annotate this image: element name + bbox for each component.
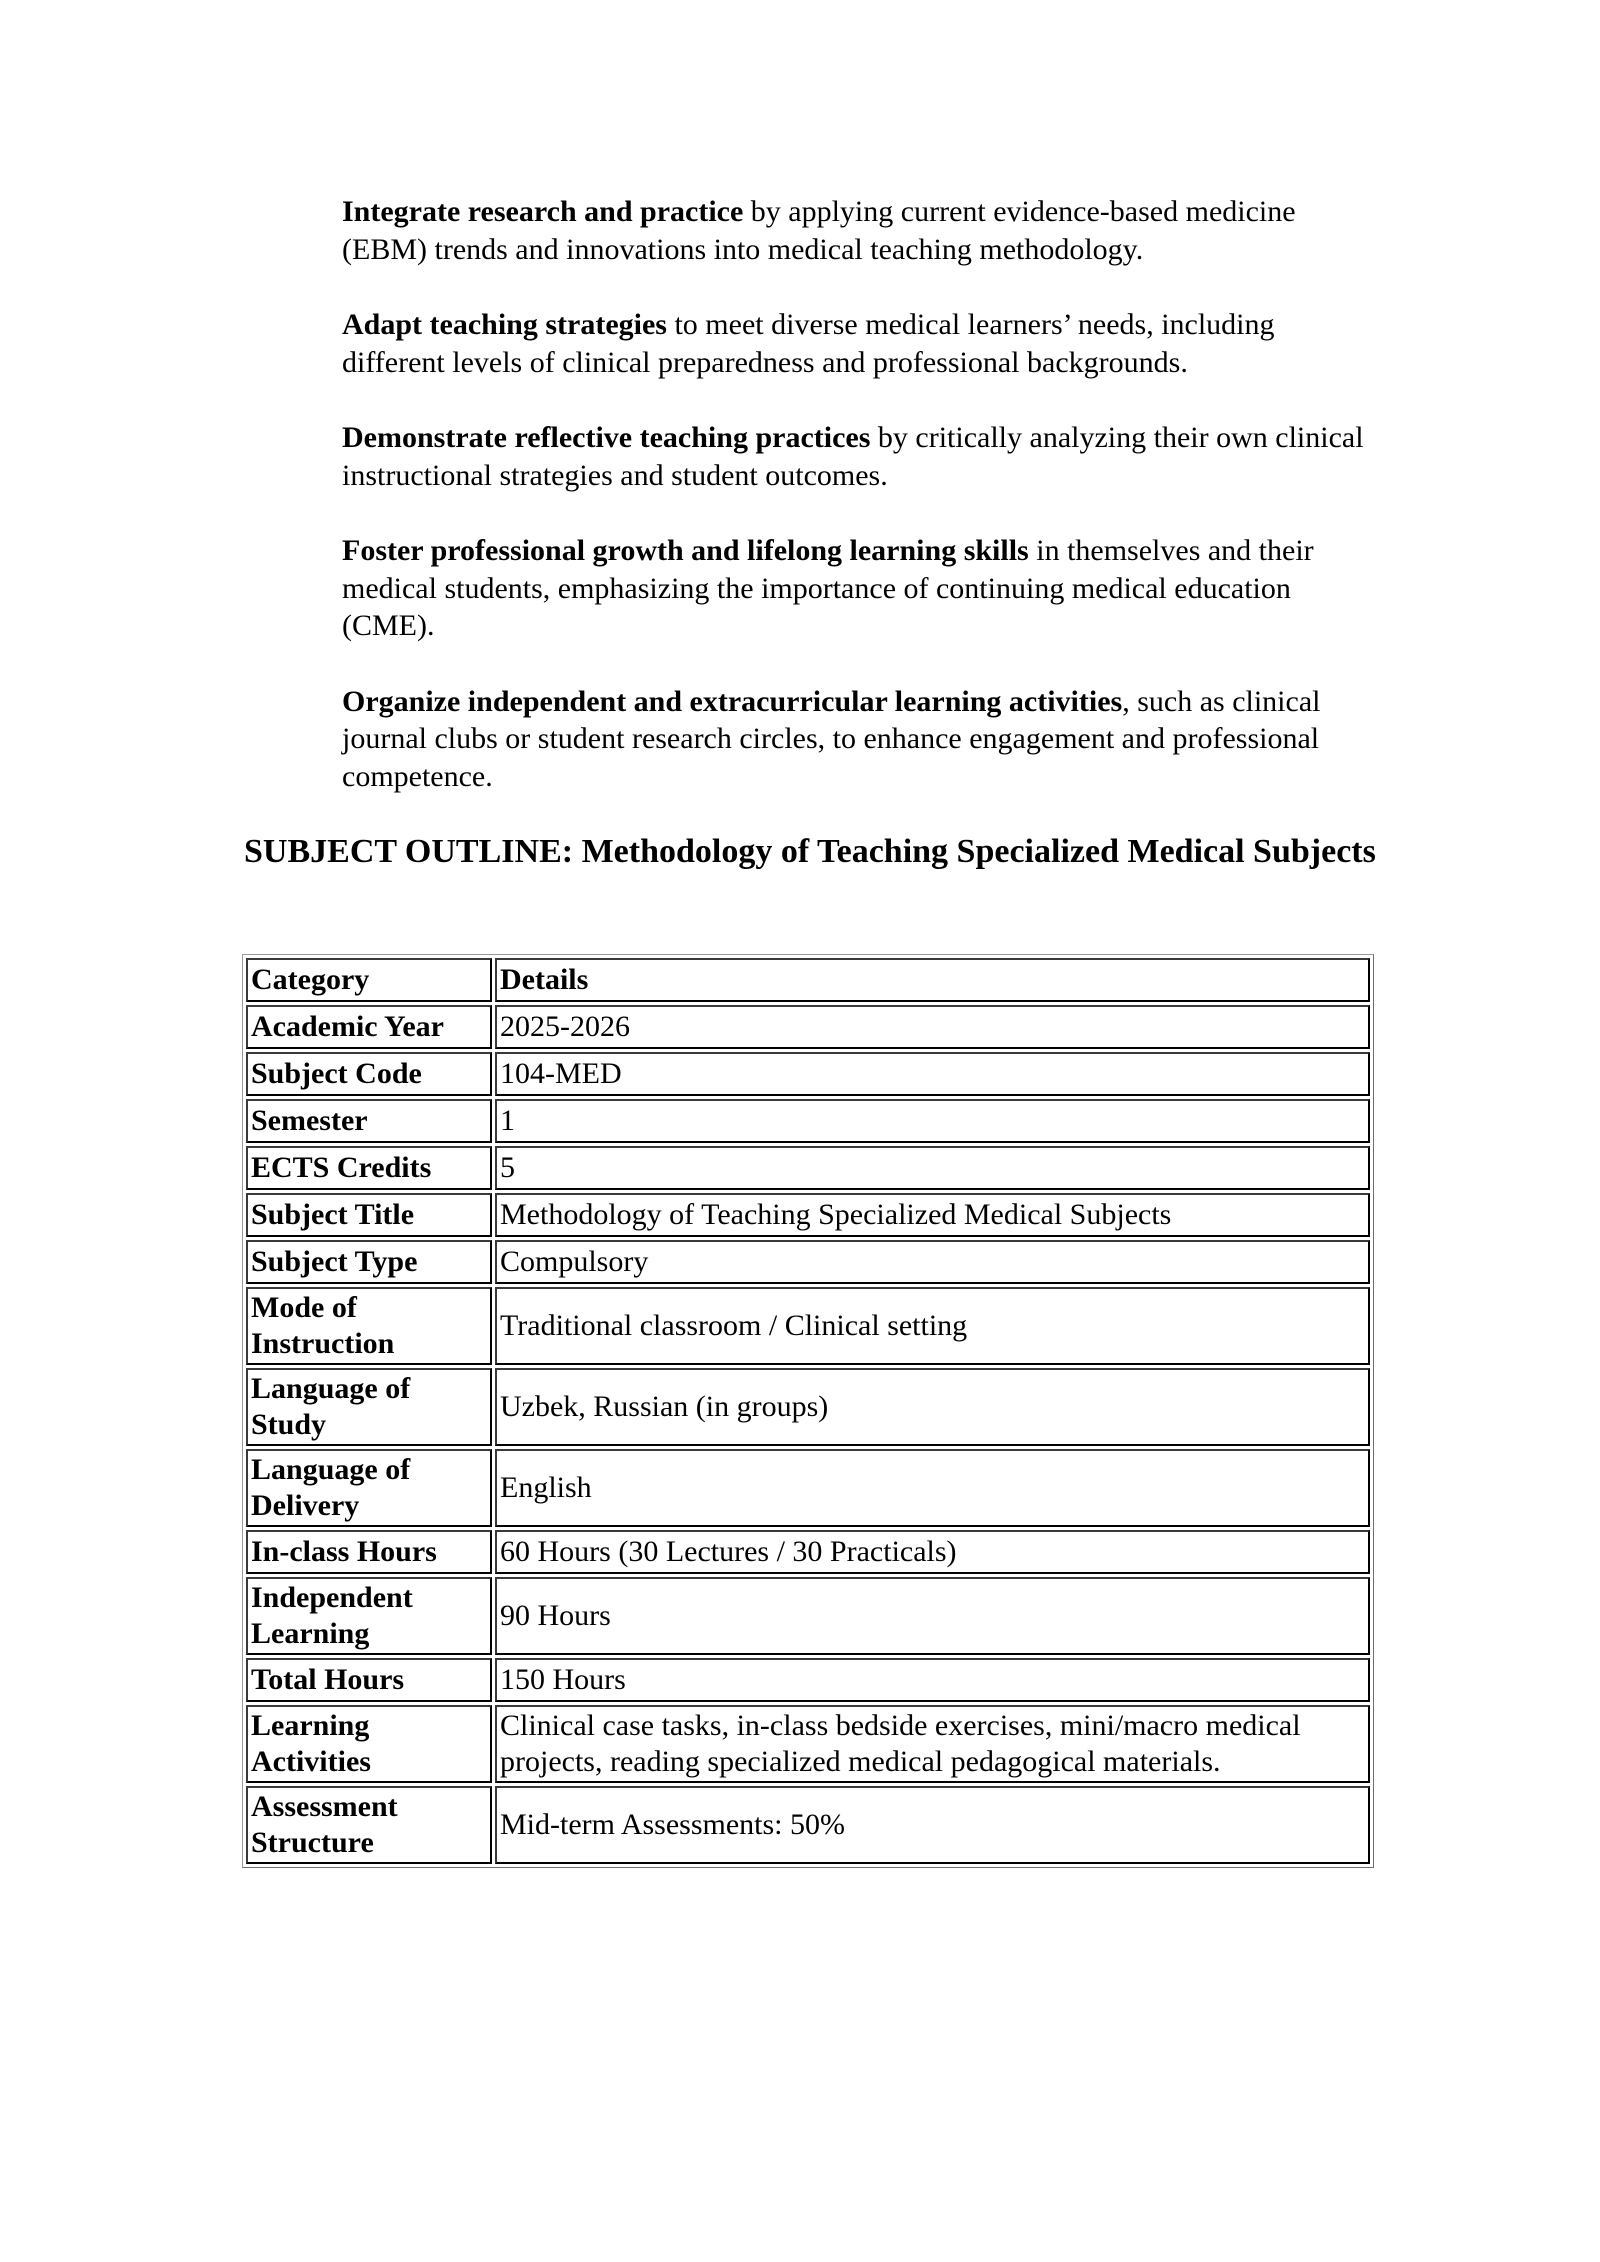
row-category: Language of Delivery [246,1449,492,1527]
table-row [246,1530,1370,1574]
outcome-item [342,419,1382,494]
outcome-lead: Integrate research and practice [342,195,744,228]
outcome-item [342,532,1382,645]
header-details: Details [495,958,1370,1002]
outcome-text: to meet diverse medical learners’ needs, including different levels of clinical preparedness and professional backgrounds. [342,308,1275,379]
outcome-text: by critically analyzing their own clinical instructional strategies and student outcomes. [342,421,1364,492]
row-category: Subject Type [246,1240,492,1284]
subject-outline-heading: SUBJECT OUTLINE: Methodology of Teaching Specialized Medical Subjects [244,833,1376,870]
subject-outline-table-wrapper [242,954,1374,1868]
row-category: Independent Learning [246,1577,492,1655]
table-row [246,1240,1370,1284]
outcome-text: in themselves and their medical students, emphasizing the importance of continuing medical education (CME). [342,534,1314,642]
table-row [246,1052,1370,1096]
table-row [246,1099,1370,1143]
row-category: Semester [246,1099,492,1143]
row-details: 150 Hours [495,1658,1370,1702]
table-row [246,1368,1370,1446]
row-details: 104-MED [495,1052,1370,1096]
row-details: English [495,1449,1370,1527]
outcome-item [342,306,1382,381]
row-category: In-class Hours [246,1530,492,1574]
row-details: Compulsory [495,1240,1370,1284]
outcome-lead: Foster professional growth and lifelong learning skills [342,534,1029,567]
table-row [246,1449,1370,1527]
row-details: 2025-2026 [495,1005,1370,1049]
outcome-lead: Organize independent and extracurricular learning activities [342,684,1123,718]
table-row [246,1005,1370,1049]
row-category: Mode of Instruction [246,1287,492,1365]
row-category: Academic Year [246,1005,492,1049]
row-category: Language of Study [246,1368,492,1446]
table-header-row [246,958,1370,1002]
row-details: Clinical case tasks, in-class bedside exercises, mini/macro medical projects, reading specialized medical pedagogical materials. [495,1705,1370,1783]
outcome-item [342,193,1382,268]
row-details: 90 Hours [495,1577,1370,1655]
row-details: 1 [495,1099,1370,1143]
row-details: Traditional classroom / Clinical setting [495,1287,1370,1365]
row-category: Assessment Structure [246,1786,492,1864]
row-category: Learning Activities [246,1705,492,1783]
outcome-text: , such as clinical journal clubs or student research circles, to enhance engagement and professional competence. [342,684,1321,793]
outcome-lead: Adapt teaching strategies [342,308,667,341]
table-row [246,1287,1370,1365]
row-category: Total Hours [246,1658,492,1702]
header-category: Category [246,958,492,1002]
outcome-item [342,683,1382,796]
row-category: Subject Title [246,1193,492,1237]
table-row [246,1193,1370,1237]
outcome-text: by applying current evidence-based medicine (EBM) trends and innovations into medical teaching methodology. [342,195,1296,266]
table-row [246,1146,1370,1190]
row-details: Uzbek, Russian (in groups) [495,1368,1370,1446]
row-details: Mid-term Assessments: 50% [495,1786,1370,1864]
table-row [246,1786,1370,1864]
row-details: 5 [495,1146,1370,1190]
row-details: Methodology of Teaching Specialized Medical Subjects [495,1193,1370,1237]
row-details: 60 Hours (30 Lectures / 30 Practicals) [495,1530,1370,1574]
outcome-lead: Demonstrate reflective teaching practices [342,421,871,454]
learning-outcomes-list [342,193,1382,833]
table-row [246,1577,1370,1655]
table-row [246,1705,1370,1783]
row-category: ECTS Credits [246,1146,492,1190]
table-row [246,1658,1370,1702]
subject-outline-table [242,954,1374,1868]
row-category: Subject Code [246,1052,492,1096]
